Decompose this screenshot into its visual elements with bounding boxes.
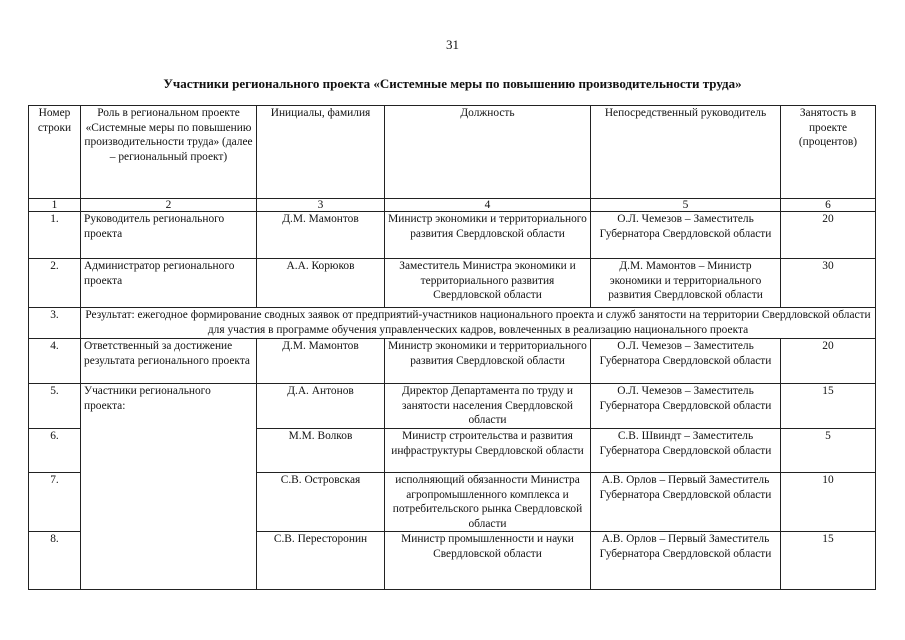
manager-cell: А.В. Орлов – Первый Заместитель Губернатора Свердловской области [591, 532, 781, 590]
position-cell: Директор Департамента по труду и занятости населения Свердловской области [385, 384, 591, 429]
page-title: Участники регионального проекта «Системные меры по повышению производительности труда» [163, 76, 742, 91]
position-cell: Министр промышленности и науки Свердловской области [385, 532, 591, 590]
row-number: 7. [29, 473, 81, 532]
name-cell: Д.М. Мамонтов [257, 212, 385, 259]
page-number: 31 [446, 37, 459, 52]
column-number: 3 [257, 199, 385, 212]
load-cell: 20 [781, 339, 876, 384]
name-cell: Д.А. Антонов [257, 384, 385, 429]
role-cell: Руководитель регионального проекта [81, 212, 257, 259]
name-cell: Д.М. Мамонтов [257, 339, 385, 384]
column-number-row [29, 199, 876, 212]
manager-cell: Д.М. Мамонтов – Министр экономики и территориального развития Свердловской области [591, 259, 781, 308]
manager-cell: С.В. Швиндт – Заместитель Губернатора Свердловской области [591, 429, 781, 473]
table-row [29, 308, 876, 339]
position-cell: Министр строительства и развития инфраструктуры Свердловской области [385, 429, 591, 473]
load-cell: 30 [781, 259, 876, 308]
position-cell: исполняющий обязанности Министра агропромышленного комплекса и потребительского рынка Свердловской области [385, 473, 591, 532]
column-number: 6 [781, 199, 876, 212]
row-number: 3. [29, 308, 81, 339]
load-cell: 20 [781, 212, 876, 259]
row-number: 1. [29, 212, 81, 259]
manager-cell: О.Л. Чемезов – Заместитель Губернатора Свердловской области [591, 384, 781, 429]
table-row [29, 339, 876, 384]
manager-cell: О.Л. Чемезов – Заместитель Губернатора Свердловской области [591, 212, 781, 259]
header-cell: Инициалы, фамилия [257, 106, 385, 199]
name-cell: М.М. Волков [257, 429, 385, 473]
row-number: 6. [29, 429, 81, 473]
table-header-row [29, 106, 876, 199]
role-cell: Участники регионального проекта: [81, 384, 257, 590]
column-number: 4 [385, 199, 591, 212]
row-number: 5. [29, 384, 81, 429]
position-cell: Министр экономики и территориального развития Свердловской области [385, 339, 591, 384]
manager-cell: О.Л. Чемезов – Заместитель Губернатора Свердловской области [591, 339, 781, 384]
load-cell: 5 [781, 429, 876, 473]
load-cell: 15 [781, 532, 876, 590]
header-cell: Занятость в проекте (процентов) [781, 106, 876, 199]
name-cell: С.В. Островская [257, 473, 385, 532]
column-number: 5 [591, 199, 781, 212]
result-cell: Результат: ежегодное формирование сводных заявок от предприятий-участников национального проекта и служб занятости на территории Свердловской области для участия в программе обучения управленческих кадров, вовлеченных в реализацию национального проекта [81, 308, 876, 339]
table-row [29, 212, 876, 259]
role-cell: Администратор регионального проекта [81, 259, 257, 308]
header-cell: Должность [385, 106, 591, 199]
position-cell: Министр экономики и территориального развития Свердловской области [385, 212, 591, 259]
header-cell: Непосредственный руководитель [591, 106, 781, 199]
load-cell: 10 [781, 473, 876, 532]
manager-cell: А.В. Орлов – Первый Заместитель Губернатора Свердловской области [591, 473, 781, 532]
name-cell: С.В. Пересторонин [257, 532, 385, 590]
row-number: 4. [29, 339, 81, 384]
column-number: 1 [29, 199, 81, 212]
table-row [29, 259, 876, 308]
column-number: 2 [81, 199, 257, 212]
table-row [29, 384, 876, 429]
header-cell: Номер строки [29, 106, 81, 199]
row-number: 2. [29, 259, 81, 308]
role-cell: Ответственный за достижение результата регионального проекта [81, 339, 257, 384]
header-cell: Роль в региональном проекте «Системные меры по повышению производительности труда» (далее – региональный проект) [81, 106, 257, 199]
name-cell: А.А. Корюков [257, 259, 385, 308]
load-cell: 15 [781, 384, 876, 429]
position-cell: Заместитель Министра экономики и территориального развития Свердловской области [385, 259, 591, 308]
row-number: 8. [29, 532, 81, 590]
participants-table [28, 105, 876, 590]
